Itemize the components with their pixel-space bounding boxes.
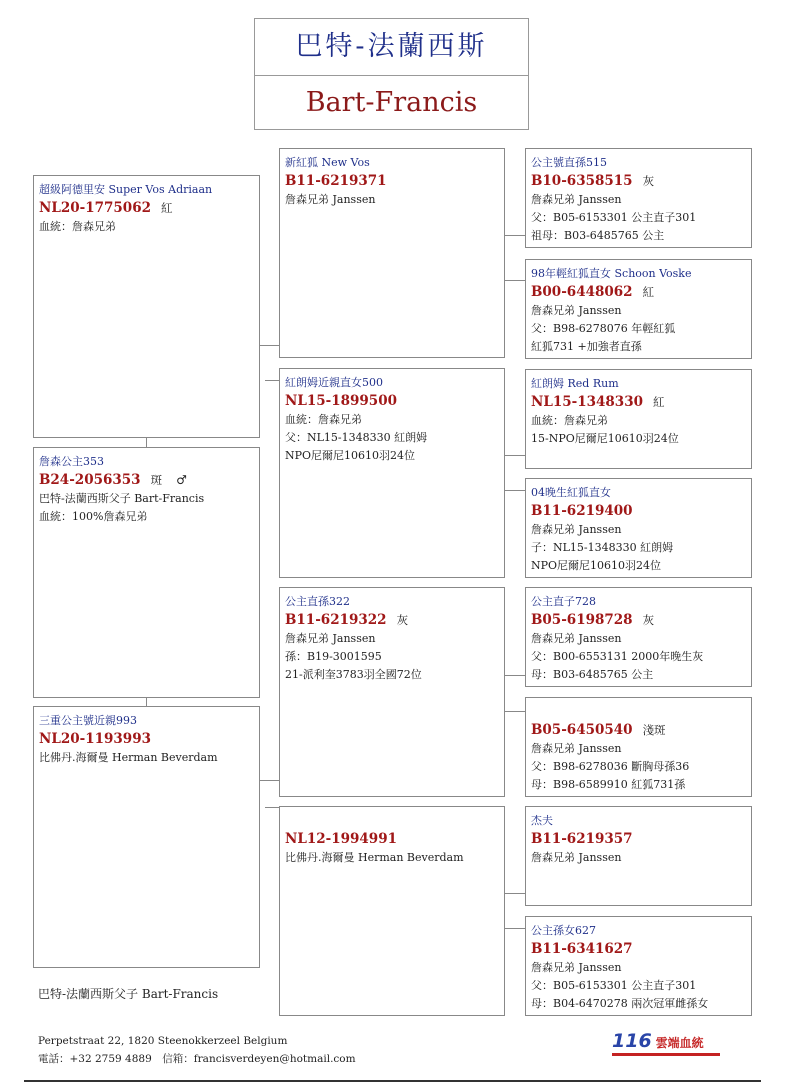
- gg7-name: 杰夫: [531, 814, 553, 827]
- title-chinese: 巴特-法蘭西斯: [255, 19, 528, 76]
- logo-underline: [612, 1053, 720, 1056]
- owner-contact: 電話：+32 2759 4889 信箱：francisverdeyen@hotmail.com: [38, 1053, 356, 1065]
- dam-sire-line-2: 孫：B19-3001595: [285, 650, 382, 663]
- owner-name: 巴特-法蘭西斯父子 Bart-Francis: [38, 987, 219, 1001]
- sire-sire-breeder: 詹森兄弟 Janssen: [285, 193, 376, 206]
- owner-contact-block: [38, 1032, 356, 1068]
- gg8-line-2: 父：B05-6153301 公主直子301: [531, 979, 697, 992]
- gg4-line-3: NPO尼爾尼10610羽24位: [531, 559, 662, 572]
- gg8-name: 公主孫女627: [531, 924, 596, 937]
- connector-line: [259, 345, 279, 346]
- gg5-name: 公主直子728: [531, 595, 596, 608]
- gg2-color: 紅: [642, 285, 655, 299]
- dam-sire-line-3: 21-派利奎3783羽全國72位: [285, 668, 422, 681]
- gg5-card[interactable]: [525, 587, 752, 687]
- dam-card[interactable]: [33, 706, 260, 968]
- bottom-divider: [24, 1080, 761, 1082]
- pedigree-title: [254, 18, 529, 130]
- gg6-color: 淺斑: [642, 723, 666, 737]
- connector-line: [504, 280, 525, 281]
- gg7-line-1: 詹森兄弟 Janssen: [531, 851, 622, 864]
- gg4-line-2: 子：NL15-1348330 紅朗姆: [531, 541, 674, 554]
- gg8-line-3: 母：B04-6470278 兩次冠軍雌孫女: [531, 997, 709, 1010]
- connector-line: [504, 893, 525, 894]
- sire-name: 超級阿德里安 Super Vos Adriaan: [39, 183, 213, 196]
- gg1-line-1: 詹森兄弟 Janssen: [531, 193, 622, 206]
- gg2-name: 98年輕紅狐直女 Schoon Voske: [531, 267, 692, 280]
- dam-dam-breeder: 比佛丹.海爾曼 Herman Beverdam: [285, 851, 464, 864]
- gg5-ring: B05-6198728: [531, 612, 633, 628]
- gg2-line-2: 父：B98-6278076 年輕紅狐: [531, 322, 676, 335]
- gg2-ring: B00-6448062: [531, 284, 633, 300]
- dam-dam-card[interactable]: [279, 806, 505, 1016]
- dam-sire-ring: B11-6219322: [285, 612, 387, 628]
- dam-dam-ring: NL12-1994991: [285, 831, 397, 847]
- gg3-name: 紅朗姆 Red Rum: [531, 377, 619, 390]
- gg7-card[interactable]: [525, 806, 752, 906]
- gg5-color: 灰: [642, 613, 655, 627]
- dam-sire-card[interactable]: [279, 587, 505, 797]
- logo-text: 雲端血統: [655, 1036, 704, 1050]
- connector-line: [265, 807, 279, 808]
- logo-number: 116: [612, 1030, 652, 1052]
- gg3-ring: NL15-1348330: [531, 394, 643, 410]
- gg8-card[interactable]: [525, 916, 752, 1016]
- gg2-line-1: 詹森兄弟 Janssen: [531, 304, 622, 317]
- sire-dam-line-2: 父：NL15-1348330 紅朗姆: [285, 431, 428, 444]
- dam-breeder: 比佛丹.海爾曼 Herman Beverdam: [39, 751, 218, 764]
- sire-bloodline: 血統：詹森兄弟: [39, 220, 116, 233]
- gg6-line-2: 父：B98-6278036 斷胸母孫36: [531, 760, 690, 773]
- connector-line: [504, 490, 525, 491]
- subject-name: 詹森公主353: [39, 455, 104, 468]
- owner-address: Perpetstraat 22, 1820 Steenokkerzeel Belgium: [38, 1035, 288, 1047]
- sire-dam-ring: NL15-1899500: [285, 393, 397, 409]
- sire-sire-card[interactable]: [279, 148, 505, 358]
- gg6-ring: B05-6450540: [531, 722, 633, 738]
- male-icon: ♂: [176, 473, 187, 487]
- sire-card[interactable]: [33, 175, 260, 438]
- gg6-card[interactable]: [525, 697, 752, 797]
- subject-color: 斑: [150, 473, 163, 487]
- subject-ring: B24-2056353: [39, 472, 141, 488]
- gg6-line-3: 母：B98-6589910 紅狐731孫: [531, 778, 686, 791]
- connector-line: [265, 380, 279, 381]
- sire-dam-line-3: NPO尼爾尼10610羽24位: [285, 449, 416, 462]
- gg5-line-2: 父：B00-6553131 2000年晚生灰: [531, 650, 704, 663]
- subject-card[interactable]: [33, 447, 260, 698]
- gg1-name: 公主號直孫515: [531, 156, 607, 169]
- gg4-card[interactable]: [525, 478, 752, 578]
- gg1-line-3: 祖母：B03-6485765 公主: [531, 229, 665, 242]
- connector-line: [504, 711, 525, 712]
- dam-sire-color: 灰: [396, 613, 409, 627]
- gg2-line-3: 紅狐731 +加強者直孫: [531, 340, 642, 353]
- gg4-ring: B11-6219400: [531, 503, 633, 519]
- gg4-name: 04晚生紅狐直女: [531, 486, 611, 499]
- sire-sire-ring: B11-6219371: [285, 173, 387, 189]
- sire-ring: NL20-1775062: [39, 200, 151, 216]
- gg5-line-3: 母：B03-6485765 公主: [531, 668, 654, 681]
- gg1-color: 灰: [642, 174, 655, 188]
- connector-line: [504, 455, 525, 456]
- dam-sire-name: 公主直孫322: [285, 595, 350, 608]
- connector-line: [504, 675, 525, 676]
- gg3-card[interactable]: [525, 369, 752, 469]
- subject-bloodline: 血統：100%詹森兄弟: [39, 510, 148, 523]
- sire-dam-line-1: 血統：詹森兄弟: [285, 413, 362, 426]
- subject-owner: 巴特-法蘭西斯父子 Bart-Francis: [39, 492, 205, 505]
- connector-line: [259, 780, 279, 781]
- connector-line: [146, 437, 147, 447]
- cloud-pedigree-logo: [612, 1030, 722, 1058]
- gg3-color: 紅: [652, 395, 665, 409]
- gg3-line-1: 血統：詹森兄弟: [531, 414, 608, 427]
- sire-dam-name: 紅朗姆近親直女500: [285, 376, 383, 389]
- sire-color: 紅: [160, 201, 173, 215]
- gg4-line-1: 詹森兄弟 Janssen: [531, 523, 622, 536]
- sire-sire-name: 新紅狐 New Vos: [285, 156, 370, 169]
- gg8-line-1: 詹森兄弟 Janssen: [531, 961, 622, 974]
- dam-sire-line-1: 詹森兄弟 Janssen: [285, 632, 376, 645]
- gg6-line-1: 詹森兄弟 Janssen: [531, 742, 622, 755]
- gg3-line-2: 15-NPO尼爾尼10610羽24位: [531, 432, 679, 445]
- gg7-ring: B11-6219357: [531, 831, 633, 847]
- dam-name: 三重公主號近親993: [39, 714, 137, 727]
- gg1-card[interactable]: [525, 148, 752, 248]
- gg1-line-2: 父：B05-6153301 公主直子301: [531, 211, 697, 224]
- gg2-card[interactable]: [525, 259, 752, 359]
- dam-ring: NL20-1193993: [39, 731, 151, 747]
- gg8-ring: B11-6341627: [531, 941, 633, 957]
- gg5-line-1: 詹森兄弟 Janssen: [531, 632, 622, 645]
- connector-line: [504, 235, 525, 236]
- connector-line: [504, 928, 525, 929]
- title-english: Bart-Francis: [305, 87, 478, 118]
- sire-dam-card[interactable]: [279, 368, 505, 578]
- gg1-ring: B10-6358515: [531, 173, 633, 189]
